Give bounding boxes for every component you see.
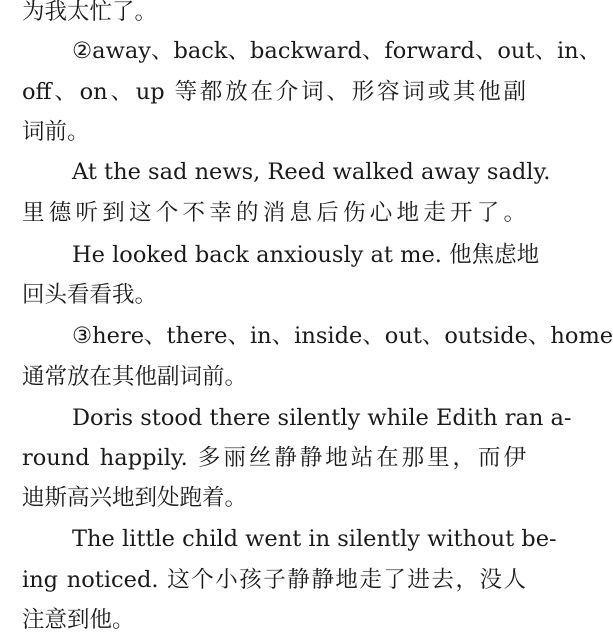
example-sentence: round happily. 多丽丝静静地站在那里，而伊 — [22, 445, 526, 471]
text-line: 词前。 — [22, 119, 90, 145]
example-sentence: Doris stood there silently while Edith ran a- — [72, 405, 572, 431]
text-line: 通常放在其他副词前。 — [22, 364, 248, 390]
example-sentence: The little child went in silently without be- — [72, 526, 557, 552]
text-line: off、on、up 等都放在介词、形容词或其他副 — [22, 79, 526, 105]
rule-3-heading: ③here、there、in、inside、out、outside、home — [72, 323, 613, 349]
text-line: 为我太忙了。 — [22, 0, 158, 25]
example-sentence: He looked back anxiously at me. 他焦虑地 — [72, 242, 540, 268]
example-sentence: ing noticed. 这个小孩子静静地走了进去，没人 — [22, 567, 526, 593]
example-translation: 回头看看我。 — [22, 282, 158, 308]
example-translation: 里德听到这个不幸的消息后伤心地走开了。 — [22, 200, 526, 226]
example-sentence: At the sad news, Reed walked away sadly. — [72, 159, 551, 185]
example-translation: 迪斯高兴地到处跑着。 — [22, 485, 248, 511]
example-translation: 注意到他。 — [22, 607, 135, 633]
rule-2-heading: ②away、back、backward、forward、out、in、 — [72, 38, 602, 64]
